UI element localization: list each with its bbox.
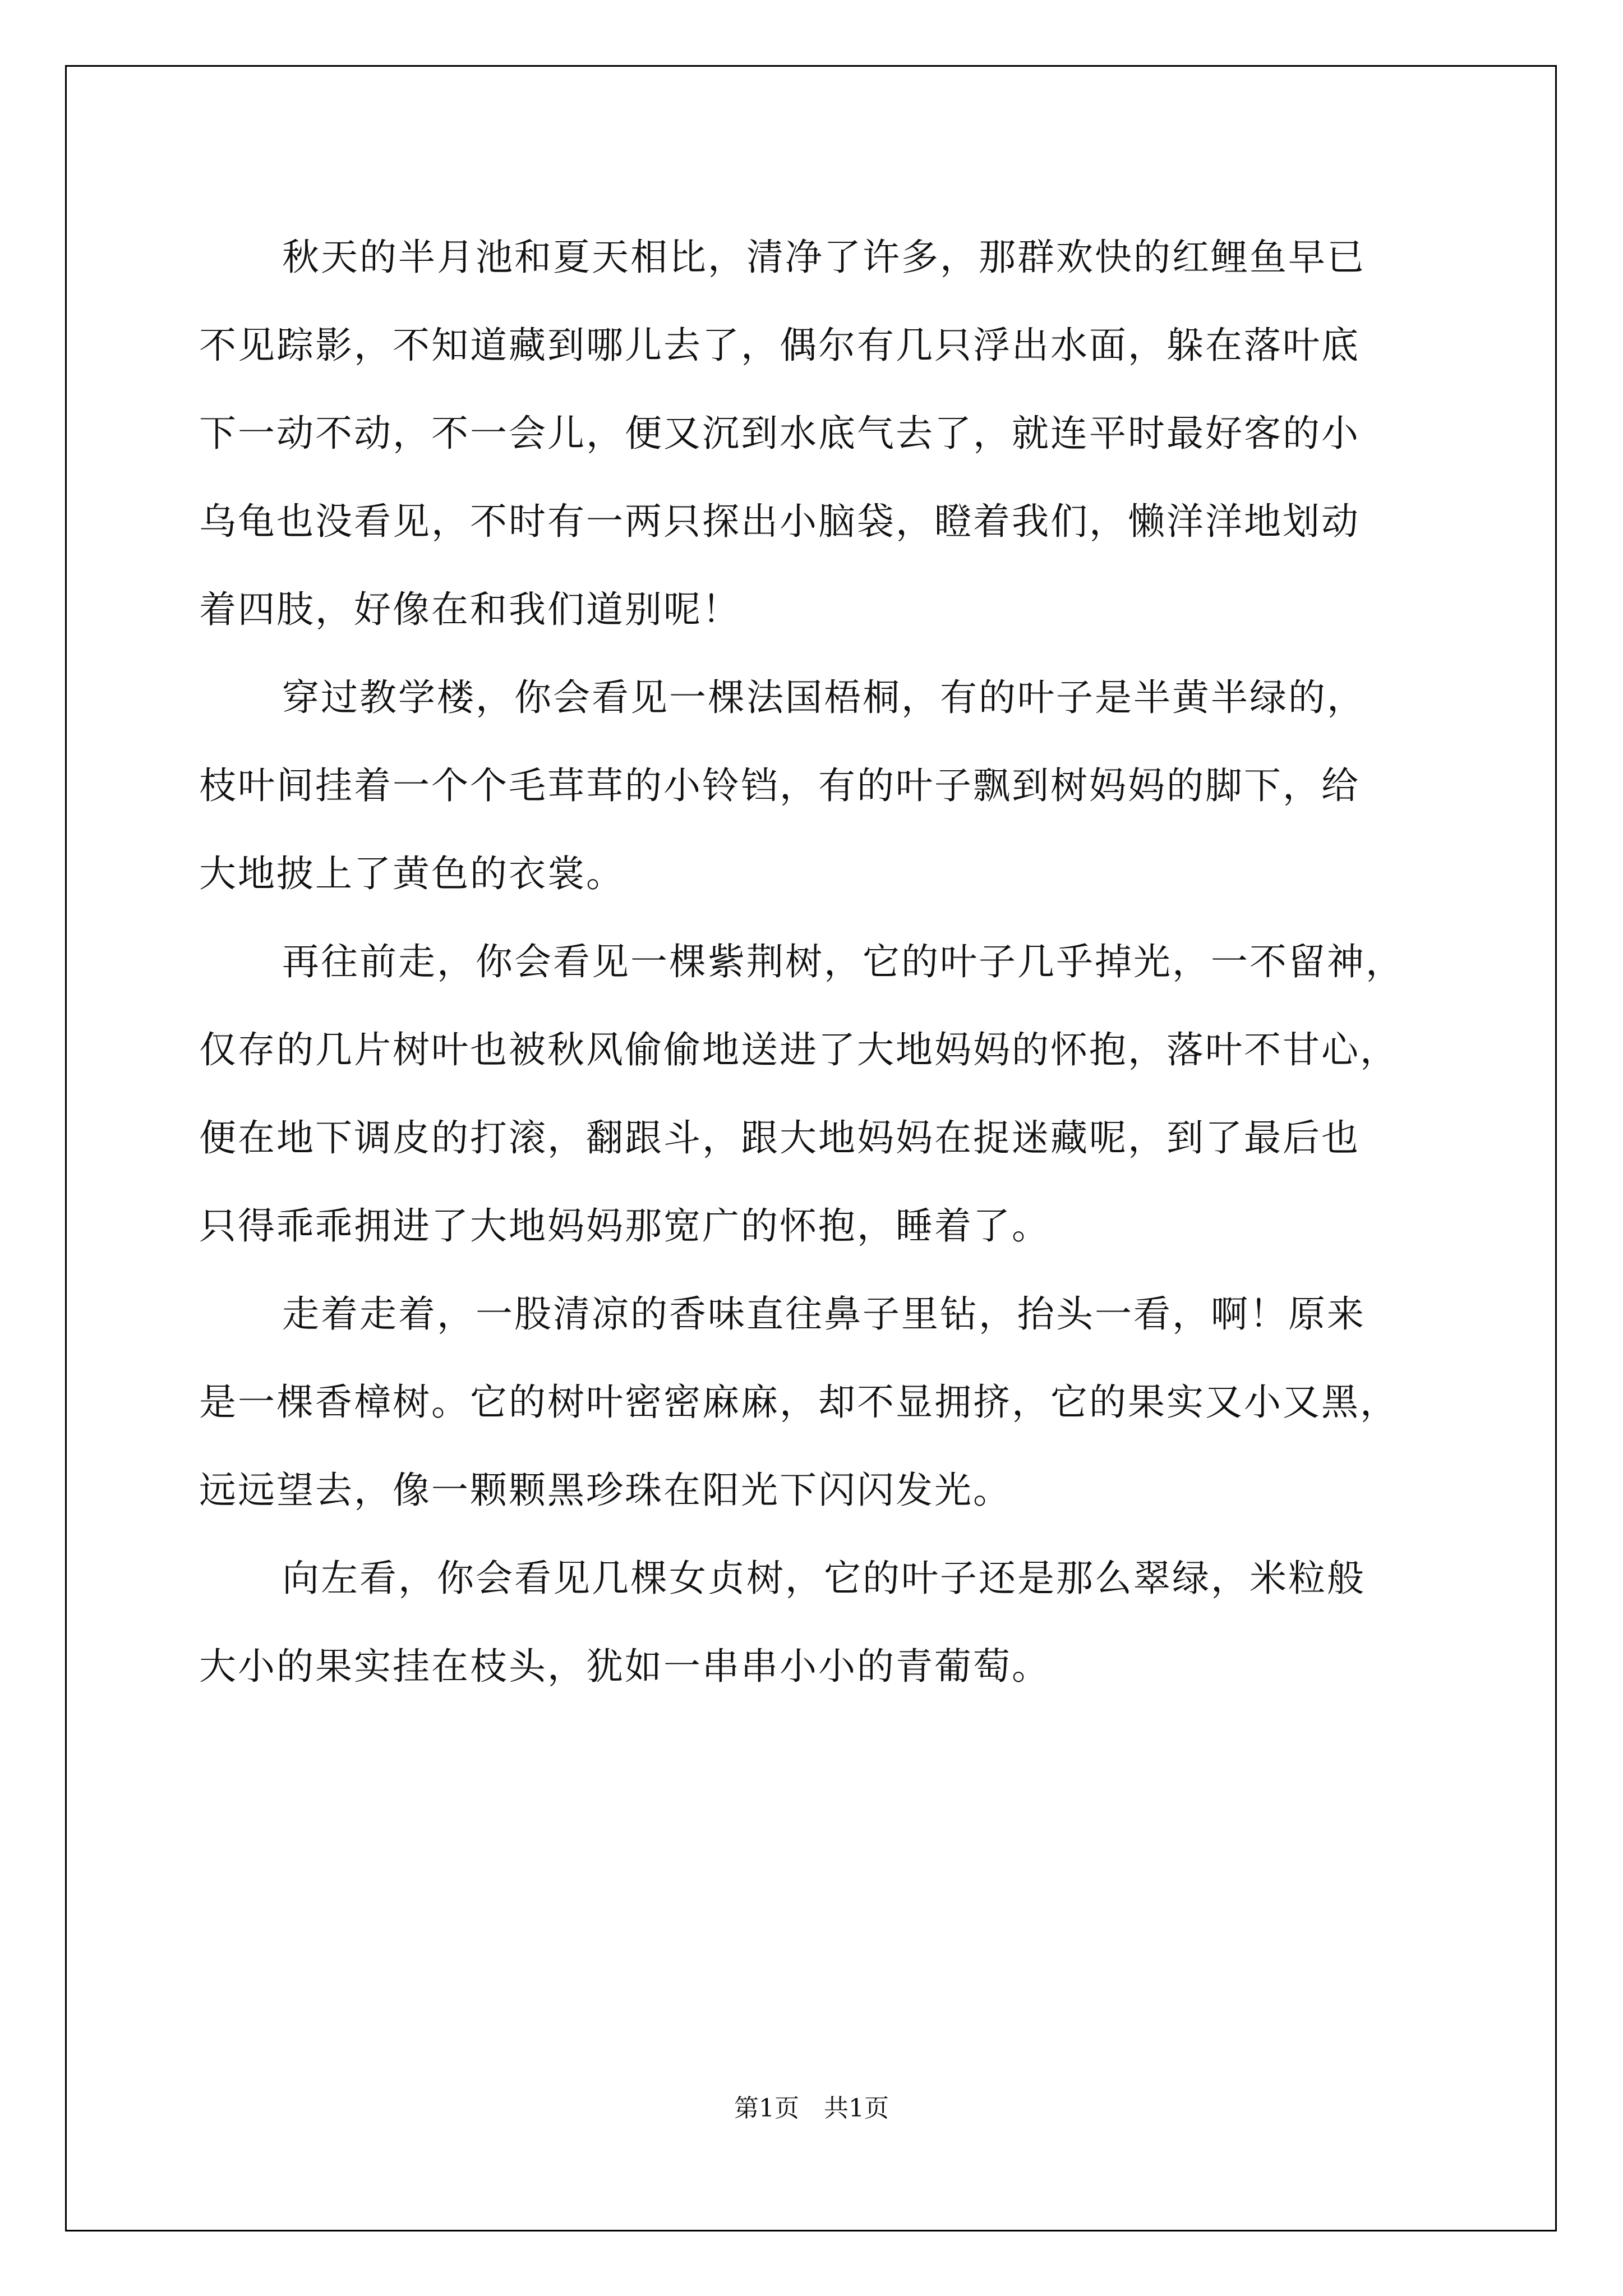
text-line: 是一棵香樟树。它的树叶密密麻麻，却不显拥挤，它的果实又小又黑， bbox=[199, 1381, 1399, 1424]
text-line: 穿过教学楼，你会看见一棵法国梧桐，有的叶子是半黄半绿的， bbox=[282, 676, 1366, 719]
text-line: 只得乖乖拥进了大地妈妈那宽广的怀抱，睡着了。 bbox=[199, 1204, 1050, 1248]
text-line: 大小的果实挂在枝头，犹如一串串小小的青葡萄。 bbox=[199, 1645, 1050, 1688]
text-line: 乌龟也没看见，不时有一两只探出小脑袋，瞪着我们，懒洋洋地划动 bbox=[199, 500, 1360, 543]
text-line: 走着走着，一股清凉的香味直往鼻子里钻，抬头一看，啊！原来 bbox=[282, 1292, 1366, 1336]
text-line: 着四肢，好像在和我们道别呢！ bbox=[199, 588, 741, 631]
text-line: 便在地下调皮的打滚，翻跟斗，跟大地妈妈在捉迷藏呢，到了最后也 bbox=[199, 1116, 1360, 1159]
text-line: 仅存的几片树叶也被秋风偷偷地送进了大地妈妈的怀抱，落叶不甘心， bbox=[199, 1028, 1399, 1071]
paragraph bbox=[199, 918, 1433, 1270]
document-body bbox=[199, 213, 1433, 1710]
text-line: 远远望去，像一颗颗黑珍珠在阳光下闪闪发光。 bbox=[199, 1469, 1012, 1512]
paragraph bbox=[199, 213, 1433, 654]
paragraph bbox=[199, 1534, 1433, 1710]
text-line: 大地披上了黄色的衣裳。 bbox=[199, 852, 625, 895]
paragraph bbox=[199, 654, 1433, 918]
text-line: 枝叶间挂着一个个毛茸茸的小铃铛，有的叶子飘到树妈妈的脚下，给 bbox=[199, 764, 1360, 807]
page-number-footer: 第1页 共1页 bbox=[734, 2094, 889, 2123]
text-line: 秋天的半月池和夏天相比，清净了许多，那群欢快的红鲤鱼早已 bbox=[282, 236, 1366, 279]
text-line: 向左看，你会看见几棵女贞树，它的叶子还是那么翠绿，米粒般 bbox=[282, 1557, 1366, 1600]
text-line: 下一动不动，不一会儿，便又沉到水底气去了，就连平时最好客的小 bbox=[199, 412, 1360, 455]
text-line: 不见踪影，不知道藏到哪儿去了，偶尔有几只浮出水面，躲在落叶底 bbox=[199, 324, 1360, 367]
paragraph bbox=[199, 1270, 1433, 1534]
text-line: 再往前走，你会看见一棵紫荆树，它的叶子几乎掉光，一不留神， bbox=[282, 940, 1404, 983]
